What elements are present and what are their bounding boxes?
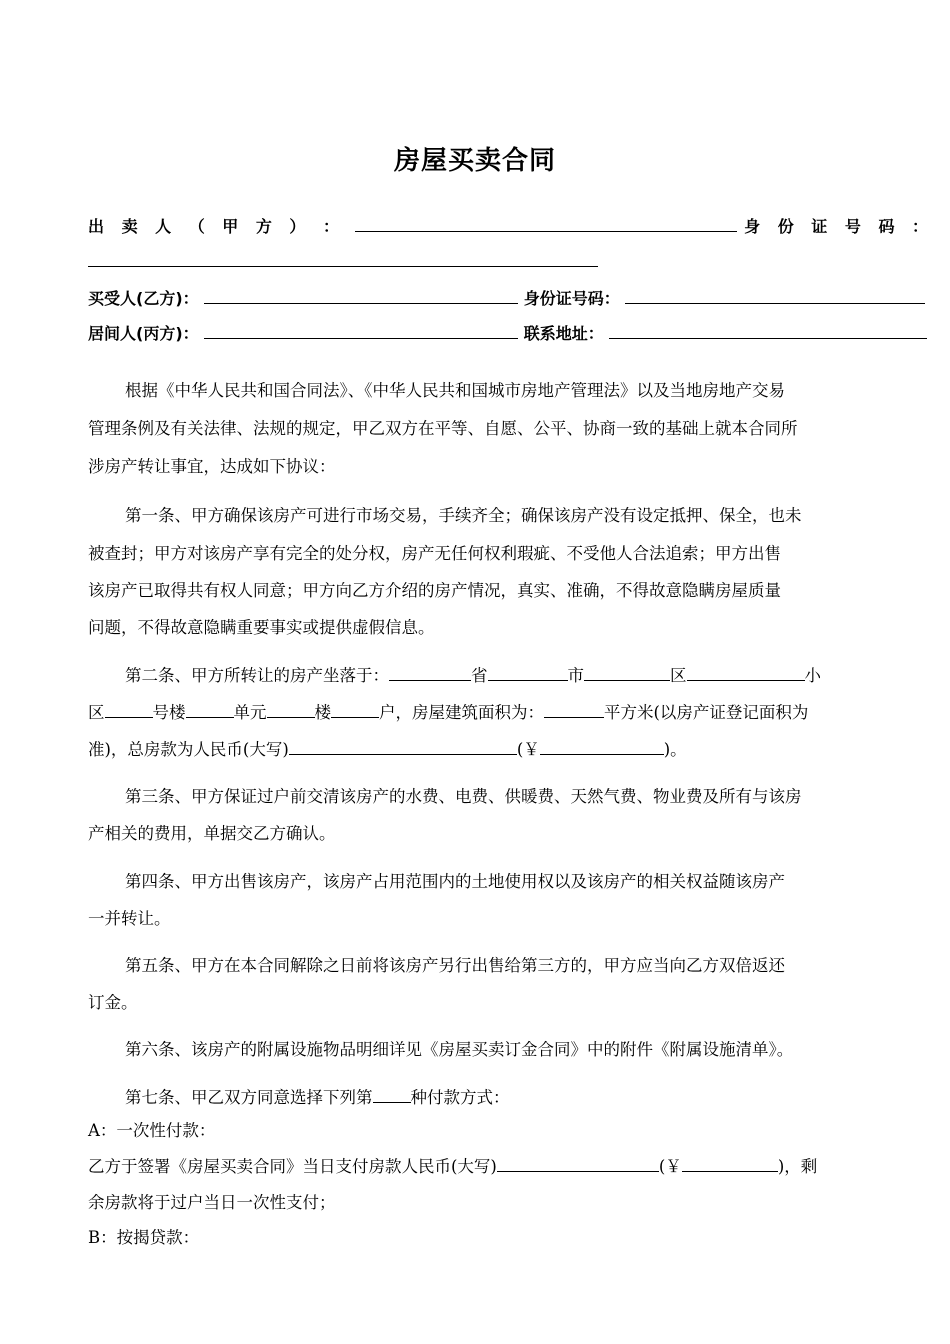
article5-line-1: 第五条、甲方在本合同解除之日前将该房产另行出售给第三方的，甲方应当向乙方双倍返还	[125, 956, 785, 975]
article2-line-3	[88, 738, 687, 761]
payment-option-blank[interactable]	[373, 1086, 411, 1103]
article1-line-1: 第一条、甲方确保该房产可进行市场交易，手续齐全；确保该房产没有设定抵押、保全，也未	[125, 506, 802, 525]
option-a-number-blank[interactable]	[682, 1155, 778, 1172]
seller-label: 出 卖 人 （ 甲 方 ） ：	[88, 217, 345, 236]
preamble-line-3: 涉房产转让事宜，达成如下协议：	[88, 457, 336, 476]
floor-label: 楼	[314, 703, 331, 722]
city-label: 市	[567, 666, 584, 685]
seller-id-label: 身 份 证 号 码 ：	[744, 217, 935, 236]
preamble-line-2: 管理条例及有关法律、法规的规定，甲乙双方在平等、自愿、公平、协商一致的基础上就本合同所	[88, 419, 798, 438]
price-yen-open: (￥	[516, 740, 540, 759]
room-blank[interactable]	[331, 701, 379, 718]
buyer-id-label: 身份证号码：	[523, 289, 620, 308]
city-blank[interactable]	[488, 664, 568, 681]
article7-end: 种付款方式：	[410, 1088, 510, 1107]
article4-line-1: 第四条、甲方出售该房产，该房产占用范围内的土地使用权以及该房产的相关权益随该房产	[125, 872, 785, 891]
broker-row	[88, 322, 927, 345]
article5-line-2: 订金。	[88, 993, 138, 1012]
option-b-label: B：按揭贷款：	[88, 1228, 200, 1247]
seller-row	[88, 215, 934, 238]
article1-line-2: 被查封；甲方对该房产享有完全的处分权，房产无任何权利瑕疵、不受他人合法追索；甲方出售	[88, 544, 781, 563]
option-a-end: )，剩	[777, 1157, 818, 1176]
article2-line-1	[125, 664, 821, 687]
community-blank[interactable]	[687, 664, 805, 681]
province-blank[interactable]	[389, 664, 471, 681]
article3-line-2: 产相关的费用，单据交乙方确认。	[88, 824, 336, 843]
broker-address-label: 联系地址：	[523, 324, 604, 343]
price-words-blank[interactable]	[289, 738, 517, 755]
floor-blank[interactable]	[267, 701, 315, 718]
article3-line-1: 第三条、甲方保证过户前交清该房产的水费、电费、供暖费、天然气费、物业费及所有与该房	[125, 787, 802, 806]
building-label: 号楼	[152, 703, 186, 722]
article6-line-1: 第六条、该房产的附属设施物品明细详见《房屋买卖订金合同》中的附件《附属设施清单》。	[125, 1040, 794, 1059]
article4-line-2: 一并转让。	[88, 909, 171, 928]
article7-start: 第七条、甲乙双方同意选择下列第	[125, 1088, 373, 1107]
seller-id-blank[interactable]	[88, 250, 598, 267]
price-number-blank[interactable]	[540, 738, 664, 755]
unit-label: 单元	[233, 703, 267, 722]
page-title: 房屋买卖合同	[393, 146, 556, 176]
option-a-line-2: 余房款将于过户当日一次性支付；	[88, 1193, 336, 1212]
article1-line-3: 该房产已取得共有权人同意；甲方向乙方介绍的房产情况，真实、准确，不得故意隐瞒房屋质量	[88, 581, 781, 600]
option-a-text: 乙方于签署《房屋买卖合同》当日支付房款人民币(大写)	[88, 1157, 497, 1176]
option-a-yen-open: (￥	[658, 1157, 682, 1176]
article2-location-label: 第二条、甲方所转让的房产坐落于：	[125, 666, 389, 685]
broker-name-blank[interactable]	[204, 322, 518, 339]
room-label: 户，房屋建筑面积为：	[379, 703, 544, 722]
seller-id-row	[88, 250, 598, 273]
buyer-row	[88, 287, 925, 310]
broker-label: 居间人(丙方)：	[88, 324, 199, 343]
community-label-start: 小	[804, 666, 821, 685]
buyer-id-blank[interactable]	[625, 287, 925, 304]
option-a-words-blank[interactable]	[497, 1155, 659, 1172]
province-label: 省	[471, 666, 488, 685]
area-blank[interactable]	[544, 701, 604, 718]
price-label: 准)，总房款为人民币(大写)	[88, 740, 289, 759]
building-blank[interactable]	[105, 701, 153, 718]
article1-line-4: 问题，不得故意隐瞒重要事实或提供虚假信息。	[88, 618, 435, 637]
buyer-label: 买受人(乙方)：	[88, 289, 199, 308]
broker-address-blank[interactable]	[609, 322, 927, 339]
seller-name-blank[interactable]	[355, 215, 737, 232]
unit-blank[interactable]	[186, 701, 234, 718]
area-unit-label: 平方米(以房产证登记面积为	[604, 703, 809, 722]
buyer-name-blank[interactable]	[204, 287, 518, 304]
district-label: 区	[670, 666, 687, 685]
preamble-line-1: 根据《中华人民共和国合同法》、《中华人民共和国城市房地产管理法》以及当地房地产交易	[125, 381, 785, 400]
district-blank[interactable]	[584, 664, 670, 681]
community-label-end: 区	[88, 703, 105, 722]
price-close: )。	[663, 740, 687, 759]
option-a-line-1	[88, 1155, 817, 1178]
article2-line-2	[88, 701, 808, 724]
option-a-label: A：一次性付款：	[88, 1121, 216, 1140]
article7-line-1	[125, 1086, 510, 1109]
